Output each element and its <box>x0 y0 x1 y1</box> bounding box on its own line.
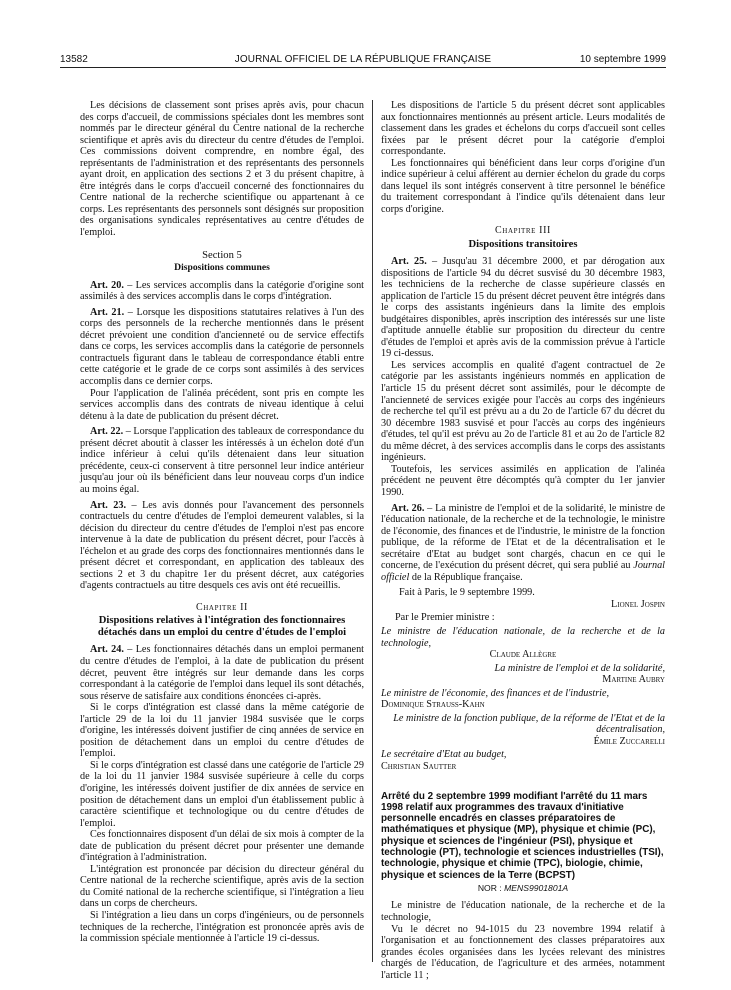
signer-title: Le ministre de la fonction publique, de la réforme de l'Etat et de la décentralisation, <box>393 712 665 736</box>
signature-date: Fait à Paris, le 9 septembre 1999. <box>399 587 535 599</box>
left-column <box>80 100 364 945</box>
article-label: Art. 21. <box>90 306 125 318</box>
signer-title: Le ministre de l'économie, des finances et de l'industrie, <box>381 687 610 699</box>
nor-code: MENS9901801A <box>504 882 569 893</box>
column-divider <box>372 100 373 962</box>
chapter-title: Dispositions transitoires <box>468 239 578 251</box>
article-text: – Les avis donnés pour l'avancement des personnels contractuels du centre d'études de l'emploi demeurent valables, si la décision du directeur du centre d'études de l'emploi n'est pas encore intervenue à la date de publication du présent décret, pour l'accès à l'échelon et au grade des corps des fonctionnaires mentionnés dans le présent décret et correspondant, en application des tableaux des sections 2 et 3 du chapitre 1er du présent décret, aux catégories d'agents contractuels au titre desquels ces avis ont été recueillis. <box>80 499 364 592</box>
paragraph: Pour l'application de l'alinéa précédent, sont pris en compte les services accomplis dans des contrats de niveau identique à celui détenu à la date de publication du présent décret. <box>80 387 364 422</box>
journal-title: JOURNAL OFFICIEL DE LA RÉPUBLIQUE FRANÇAISE <box>234 54 492 65</box>
article-text: de la République française. <box>409 571 523 583</box>
article-text: – Lorsque l'application des tableaux de correspondance du présent décret aboutit à classer les intéressés à un échelon doté d'un indice inférieur à celui qu'ils détenaient dans leur situation précédente, ceux-ci conservent à titre personnel leur indice antérieur jusqu'au jour où ils bénéficient dans leur nouveau corps d'un indice au moins égal. <box>80 426 364 495</box>
page-number: 13582 <box>60 54 88 65</box>
signer-name: Lionel Jospin <box>611 598 665 610</box>
signature-block <box>381 688 665 711</box>
signature-block <box>381 663 665 686</box>
paragraph: Les dispositions de l'article 5 du présent décret sont applicables aux fonctionnaires mentionnés au présent article. Leurs modalités de classement dans les grades et échelons du corps d'accueil sont celles fixées par le présent décret pour la catégorie d'emploi correspondante. <box>381 100 665 158</box>
right-column <box>381 100 665 981</box>
issue-date: 10 septembre 1999 <box>579 54 666 65</box>
signer-name: Claude Allègre <box>489 649 557 661</box>
arrete-title: Arrêté du 2 septembre 1999 modifiant l'arrêté du 11 mars 1998 relatif aux programmes des travaux d'initiative personnelle encadrés en classes préparatoires de mathématiques et physique (MP), physique et chimie (PC), physique et sciences de l'ingénieur (PSI), physique et technologie (PT), technologie et sciences industrielles (TSI), technologie, physique et chimie (TPC), biologie, chimie, physique et sciences de la Terre (BCPST) <box>381 790 664 881</box>
paragraph: Si le corps d'intégration est classé dans la même catégorie de l'article 29 de la loi du 11 janvier 1984 susvisée que le corps d'origine, les intéressés doivent justifier de cinq années de service en position de détachement dans un emploi du centre d'études de l'emploi. <box>80 702 364 760</box>
signature-block <box>381 713 665 748</box>
signer-title: La ministre de l'emploi et de la solidarité, <box>494 662 665 674</box>
paragraph: L'intégration est prononcée par décision du directeur général du Centre national de la recherche scientifique, après avis de la section du Comité national de la recherche scientifique, si l'intégration a lieu dans un corps de chercheurs. <box>80 863 364 910</box>
chapter-heading: Chapitre II <box>196 601 248 613</box>
article-label: Art. 24. <box>90 644 124 656</box>
signature-block <box>381 749 665 772</box>
nor-reference <box>381 883 665 895</box>
signer-name: Dominique Strauss-Kahn <box>381 699 485 711</box>
article-text: – Les services accomplis dans la catégorie d'origine sont assimilés à des services accomplis dans le corps d'intégration. <box>80 279 364 303</box>
paragraph: Les fonctionnaires qui bénéficient dans leur corps d'origine d'un indice supérieur à celui afférent au dernier échelon du grade du corps dans lequel ils sont intégrés conservent à titre personnel le bénéfice du traitement correspondant à l'indice qu'ils détenaient dans leur corps d'origine. <box>381 157 665 215</box>
article-label: Art. 22. <box>90 426 124 438</box>
chapter-title: Dispositions relatives à l'intégration des fonctionnaires détachés dans un emploi du centre d'études de l'emploi <box>97 615 347 639</box>
article-21 <box>80 307 364 388</box>
header-rule <box>60 67 666 68</box>
page-header <box>60 54 666 68</box>
paragraph: Le ministre de l'éducation nationale, de la recherche et de la technologie, <box>381 900 665 923</box>
signature-intro: Par le Premier ministre : <box>395 612 495 624</box>
paragraph: Les services accomplis en qualité d'agent contractuel de 2e catégorie par les assistants ingénieurs nommés en application de l'article 15 du présent décret sont assimilés, pour le décompte de l'ancienneté de services exigée pour l'accès au corps des ingénieurs de recherche tel qu'il est prévu au a du 2o de l'article 67 du décret du 30 décembre 1983 susvisé et pour l'accès au corps des ingénieurs d'études, tel qu'il est prévu au 2o de l'article 81 et au 2o de l'article 82 du même décret, à des services accomplis dans le corps des assistants ingénieurs. <box>381 359 665 464</box>
article-text: – La ministre de l'emploi et de la solidarité, le ministre de l'éducation nationale, de la recherche et de la technologie, le ministre de l'économie, des finances et de l'industrie, le ministre de la fonction publique, de la réforme de l'Etat et de la décentralisation et le secrétaire d'Etat au budget sont chargés, chacun en ce qui le concerne, de l'exécution du présent décret, qui sera publié au <box>381 502 666 572</box>
nor-label: NOR : <box>477 882 505 893</box>
paragraph: Toutefois, les services assimilés en application de l'alinéa précédent ne peuvent être décomptés qu'à compter du 1er janvier 1990. <box>381 463 665 498</box>
signer-name: Émile Zuccarelli <box>593 735 665 747</box>
signer-name: Christian Sautter <box>381 760 457 772</box>
article-26 <box>381 503 665 584</box>
journal-reference: Journal officiel <box>381 560 665 583</box>
chapter-heading: Chapitre III <box>495 225 551 237</box>
section-title: Dispositions communes <box>174 262 270 274</box>
article-23 <box>80 500 364 592</box>
article-24 <box>80 644 364 702</box>
signer-title: Le secrétaire d'Etat au budget, <box>381 749 507 761</box>
article-25 <box>381 256 665 360</box>
paragraph: Si le corps d'intégration est classé dans une catégorie de l'article 29 de la loi du 11 janvier 1984 susvisée supérieure à celle du corps d'origine, les intéressés doivent justifier de dix années de service en position de détachement dans un emploi d'un établissement public à caractère scientifique et technologique ou du centre d'études de l'emploi. <box>80 759 364 829</box>
article-label: Art. 23. <box>90 499 127 511</box>
article-text: – Jusqu'au 31 décembre 2000, et par dérogation aux dispositions de l'article 94 du décret susvisé du 30 décembre 1983, les techniciens de la recherche de classe supérieure classés en application de l'article 15 du présent décret peuvent être intégrés dans le corps des assistants ingénieurs dans la limite des emplois budgétaires disponibles, après inscription des intéressés sur une liste d'aptitude annuelle établie sur proposition du directeur du centre d'études de l'emploi et après avis de la commission prévue à l'article 19 ci-dessus. <box>381 256 665 360</box>
article-text: – Lorsque les dispositions statutaires relatives à l'un des corps des personnels de la recherche mentionnés dans le présent décret prévoient une condition d'ancienneté ou de service effectifs dans ce corps, les services accomplis dans la catégorie de personnels contractuels figurant dans le tableau de correspondance établi entre cette catégorie et le grade de ce corps sont assimilés à des services accomplis dans ce dernier corps. <box>80 306 364 388</box>
article-text: – Les fonctionnaires détachés dans un emploi permanent du centre d'études de l'emploi, à la date de publication du présent décret, peuvent être intégrés sur leur demande dans les corps correspondant à la catégorie de l'emploi dans lequel ils sont détachés, sous réserve de satisfaire aux conditions énoncées ci-après. <box>80 644 364 702</box>
article-22 <box>80 426 364 495</box>
article-20 <box>80 280 364 303</box>
signature-block <box>381 626 665 661</box>
section-heading: Section 5 <box>202 249 242 261</box>
paragraph: Les décisions de classement sont prises après avis, pour chacun des corps d'accueil, de commissions spéciales dont les membres sont nommés par le directeur général du Centre national de la recherche scientifique et après avis du directeur du centre d'études de l'emploi. Ces commissions doivent comprendre, en nombre égal, des représentants de l'administration et des représentants des personnels ayant droit, en application des sections 2 et 3 du présent chapitre, à être intégrés dans le corps d'accueil concerné des fonctionnaires du Centre national de la recherche scientifique ou appartenant à ce corps. Les représentants des personnels sont désignés sur proposition des organisations syndicales représentatives au centre d'études de l'emploi. <box>80 100 364 239</box>
signer-name: Martine Aubry <box>602 674 665 686</box>
paragraph: Si l'intégration a lieu dans un corps d'ingénieurs, ou de personnels techniques de la recherche, l'intégration est prononcée après avis de la commission spéciale mentionnée à l'article 19 ci-dessus. <box>80 910 364 945</box>
article-label: Art. 26. <box>391 502 425 514</box>
signer-title: Le ministre de l'éducation nationale, de la recherche et de la technologie, <box>381 625 665 649</box>
article-label: Art. 25. <box>391 256 427 268</box>
article-label: Art. 20. <box>90 279 124 291</box>
paragraph: Vu le décret no 94-1015 du 23 novembre 1994 relatif à l'organisation et au fonctionnement des classes préparatoires aux grandes écoles organisées dans les lycées relevant des ministres chargés de l'éducation, de l'agriculture et des armées, notamment l'article 11 ; <box>381 923 665 981</box>
paragraph: Ces fonctionnaires disposent d'un délai de six mois à compter de la date de publication du présent décret pour présenter une demande d'intégration à l'administration. <box>80 829 364 864</box>
